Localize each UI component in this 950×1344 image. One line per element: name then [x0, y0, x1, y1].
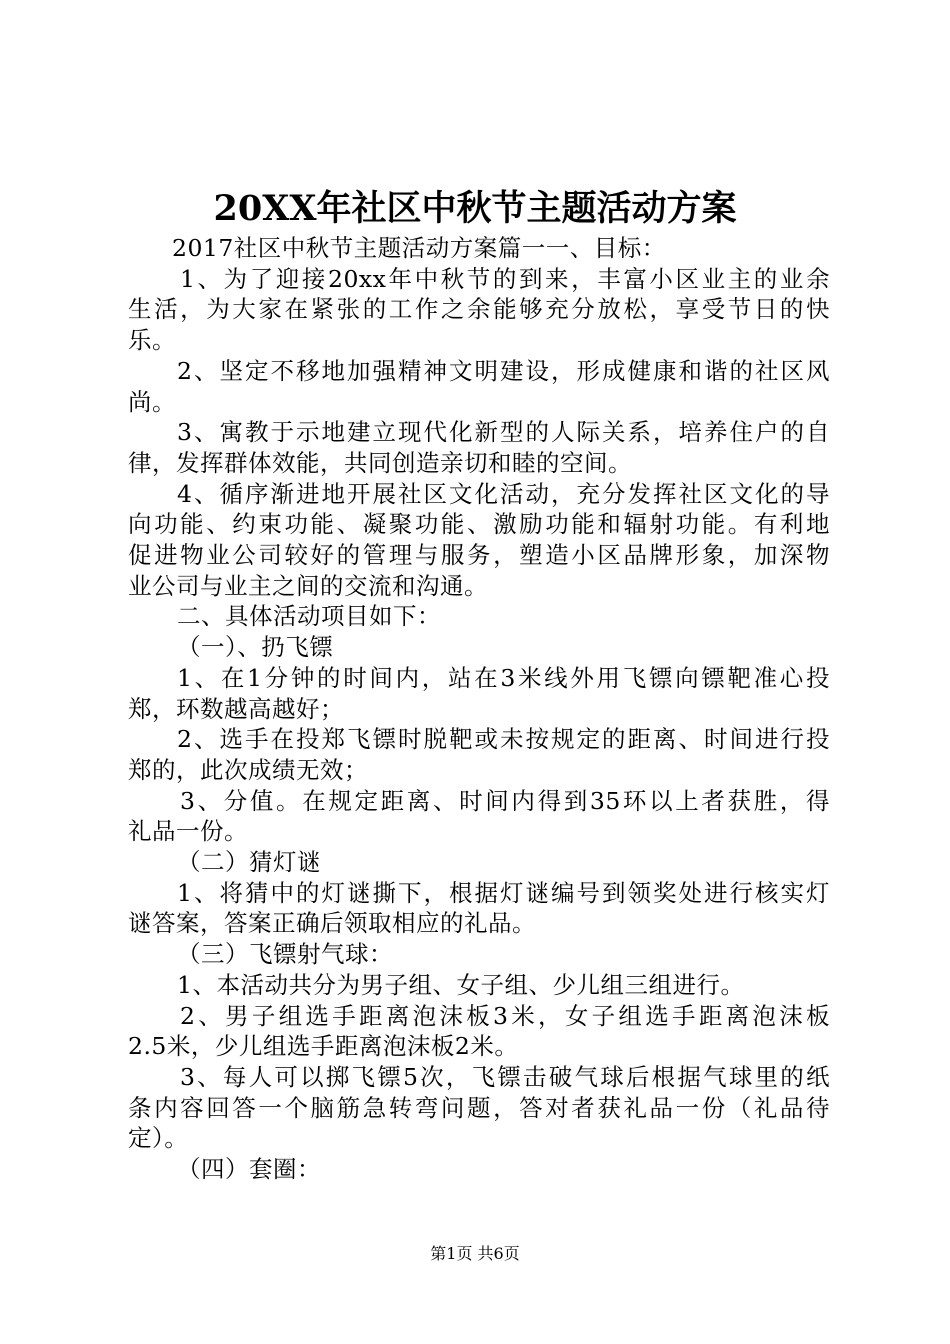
paragraph-line: 郑的，此次成绩无效； [128, 755, 368, 784]
document-body [128, 233, 830, 1185]
paragraph-line: 二、具体活动项目如下： [177, 602, 441, 631]
paragraph-line: 礼品一份。 [128, 817, 248, 846]
paragraph-line: 2.5米，少儿组选手距离泡沫板2米。 [128, 1032, 519, 1061]
paragraph-line: 定）。 [128, 1124, 189, 1153]
paragraph-line: （二）猜灯谜 [177, 848, 321, 877]
paragraph-line: 1、为了迎接20xx年中秋节的到来，丰富小区业主的业余 [180, 264, 830, 293]
paragraph [128, 724, 830, 785]
paragraph-line: 2、男子组选手距离泡沫板3米，女子组选手距离泡沫板 [180, 1001, 830, 1030]
paragraph-line: 2017社区中秋节主题活动方案篇一一、目标： [172, 234, 666, 262]
paragraph-line: 条内容回答一个脑筋急转弯问题，答对者获礼品一份（礼品待 [128, 1093, 830, 1122]
paragraph-line: 3、每人可以掷飞镖5次，飞镖击破气球后根据气球里的纸 [180, 1062, 830, 1091]
paragraph [128, 417, 830, 478]
paragraph-line: 3、寓教于示地建立现代化新型的人际关系，培养住户的自 [177, 418, 830, 447]
paragraph-line: 2、选手在投郑飞镖时脱靶或未按规定的距离、时间进行投 [177, 725, 830, 754]
paragraph-line: 2、坚定不移地加强精神文明建设，形成健康和谐的社区风 [177, 356, 830, 385]
paragraph [128, 939, 830, 970]
paragraph-line: 生活，为大家在紧张的工作之余能够充分放松，享受节日的快 [128, 295, 830, 324]
paragraph [128, 970, 830, 1001]
paragraph-line: 4、循序渐进地开展社区文化活动，充分发挥社区文化的导 [177, 479, 830, 508]
paragraph [128, 479, 830, 602]
paragraph [128, 356, 830, 417]
paragraph [128, 786, 830, 847]
paragraph [128, 1154, 830, 1185]
paragraph [128, 847, 830, 878]
document-title: 20XX年社区中秋节主题活动方案 [213, 188, 737, 229]
paragraph-line: 郑，环数越高越好； [128, 694, 344, 723]
paragraph-line: 谜答案，答案正确后领取相应的礼品。 [128, 909, 536, 938]
paragraph-line: 1、本活动共分为男子组、女子组、少儿组三组进行。 [177, 970, 745, 999]
paragraph-line: 尚。 [128, 387, 176, 416]
paragraph-line: 1、在1分钟的时间内，站在3米线外用飞镖向镖靶准心投 [177, 663, 830, 692]
paragraph [128, 233, 830, 264]
paragraph [128, 1001, 830, 1062]
paragraph [128, 264, 830, 356]
page-footer: 第1页 共6页 [430, 1244, 520, 1263]
paragraph-line: 向功能、约束功能、凝聚功能、激励功能和辐射功能。有利地 [128, 510, 830, 539]
paragraph-line: 促进物业公司较好的管理与服务，塑造小区品牌形象，加深物 [128, 541, 830, 570]
paragraph-line: 律，发挥群体效能，共同创造亲切和睦的空间。 [128, 448, 632, 477]
paragraph-line: 1、将猜中的灯谜撕下，根据灯谜编号到领奖处进行核实灯 [177, 878, 830, 907]
paragraph-line: 乐。 [128, 326, 176, 355]
paragraph [128, 1062, 830, 1154]
paragraph [128, 878, 830, 939]
paragraph [128, 632, 830, 663]
paragraph-line: （四）套圈： [177, 1155, 321, 1184]
paragraph [128, 601, 830, 632]
paragraph-line: 3、分值。在规定距离、时间内得到35环以上者获胜，得 [180, 786, 830, 815]
paragraph-line: （三）飞镖射气球： [177, 940, 393, 969]
paragraph [128, 663, 830, 724]
paragraph-line: （一）、扔飞镖 [177, 633, 334, 662]
paragraph-line: 业公司与业主之间的交流和沟通。 [128, 571, 488, 600]
